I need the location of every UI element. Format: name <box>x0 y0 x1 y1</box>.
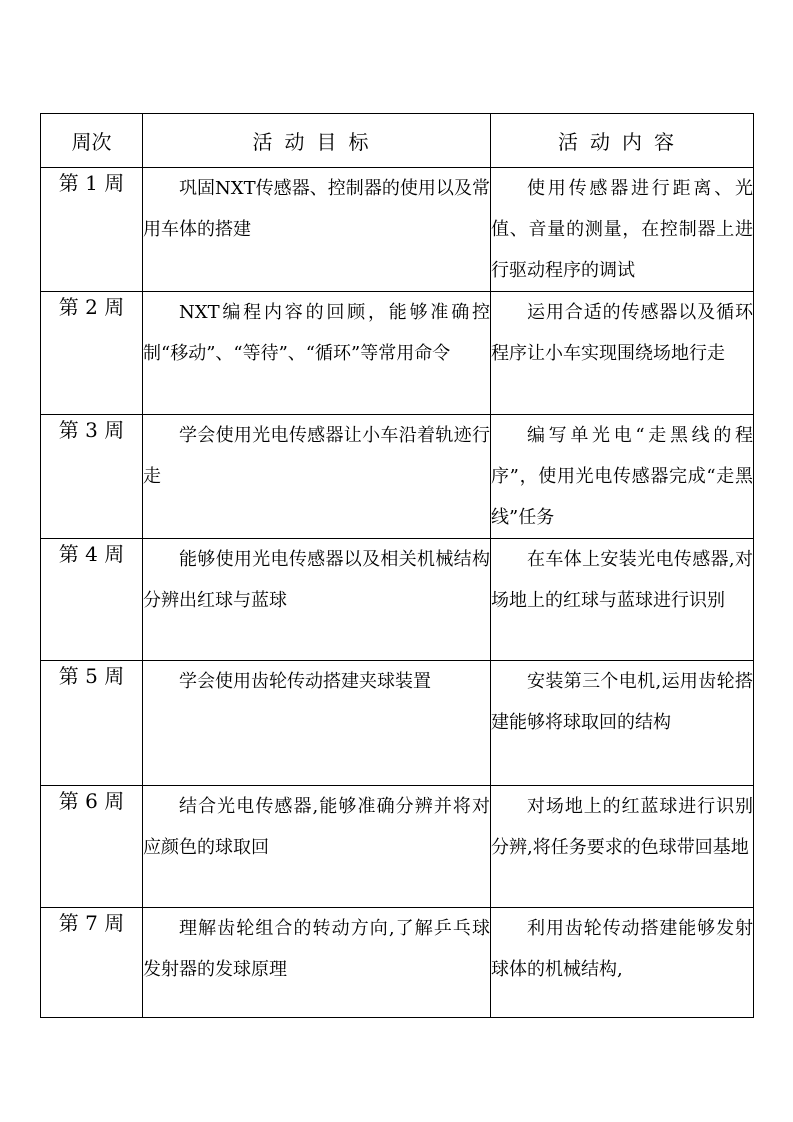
content-text: 利用齿轮传动搭建能够发射球体的机械结构, <box>491 918 753 980</box>
table-row <box>41 168 754 292</box>
content-cell <box>491 908 754 1018</box>
goal-cell <box>143 168 491 292</box>
goal-cell <box>143 786 491 908</box>
content-text: 运用合适的传感器以及循环程序让小车实现围绕场地行走 <box>491 302 753 364</box>
table-row <box>41 415 754 539</box>
week-cell: 第 3 周 <box>41 415 143 539</box>
goal-cell <box>143 908 491 1018</box>
content-cell <box>491 786 754 908</box>
week-cell: 第 4 周 <box>41 539 143 661</box>
content-text: 对场地上的红蓝球进行识别分辨,将任务要求的色球带回基地 <box>491 796 753 858</box>
goal-cell <box>143 292 491 415</box>
goal-text: 理解齿轮组合的转动方向,了解乒乓球发射器的发球原理 <box>143 918 490 980</box>
goal-text: NXT编程内容的回顾，能够准确控制“移动”、“等待”、“循环”等常用命令 <box>143 302 490 364</box>
table-row <box>41 539 754 661</box>
content-text: 在车体上安装光电传感器,对场地上的红球与蓝球进行识别 <box>491 549 753 611</box>
goal-text: 巩固NXT传感器、控制器的使用以及常用车体的搭建 <box>143 178 490 240</box>
content-cell <box>491 168 754 292</box>
week-cell: 第 7 周 <box>41 908 143 1018</box>
content-text: 使用传感器进行距离、光值、音量的测量，在控制器上进行驱动程序的调试 <box>491 178 753 281</box>
activity-plan-table <box>40 113 754 1018</box>
table-row <box>41 661 754 786</box>
content-cell <box>491 415 754 539</box>
goal-cell <box>143 415 491 539</box>
content-cell <box>491 661 754 786</box>
goal-text: 学会使用光电传感器让小车沿着轨迹行走 <box>143 425 490 487</box>
header-goal: 活动目标 <box>143 114 491 168</box>
content-cell <box>491 292 754 415</box>
week-cell: 第 2 周 <box>41 292 143 415</box>
content-text: 安装第三个电机,运用齿轮搭建能够将球取回的结构 <box>491 671 753 733</box>
table-header-row <box>41 114 754 168</box>
goal-cell <box>143 539 491 661</box>
goal-text: 学会使用齿轮传动搭建夹球装置 <box>179 671 431 692</box>
week-cell: 第 1 周 <box>41 168 143 292</box>
goal-text: 能够使用光电传感器以及相关机械结构分辨出红球与蓝球 <box>143 549 490 611</box>
table-row <box>41 292 754 415</box>
content-cell <box>491 539 754 661</box>
header-content: 活动内容 <box>491 114 754 168</box>
header-week: 周次 <box>41 114 143 168</box>
goal-text: 结合光电传感器,能够准确分辨并将对应颜色的球取回 <box>143 796 490 858</box>
week-cell: 第 5 周 <box>41 661 143 786</box>
content-text: 编写单光电“走黑线的程序”，使用光电传感器完成“走黑线”任务 <box>491 425 753 528</box>
goal-cell <box>143 661 491 786</box>
table-row <box>41 908 754 1018</box>
table-row <box>41 786 754 908</box>
week-cell: 第 6 周 <box>41 786 143 908</box>
